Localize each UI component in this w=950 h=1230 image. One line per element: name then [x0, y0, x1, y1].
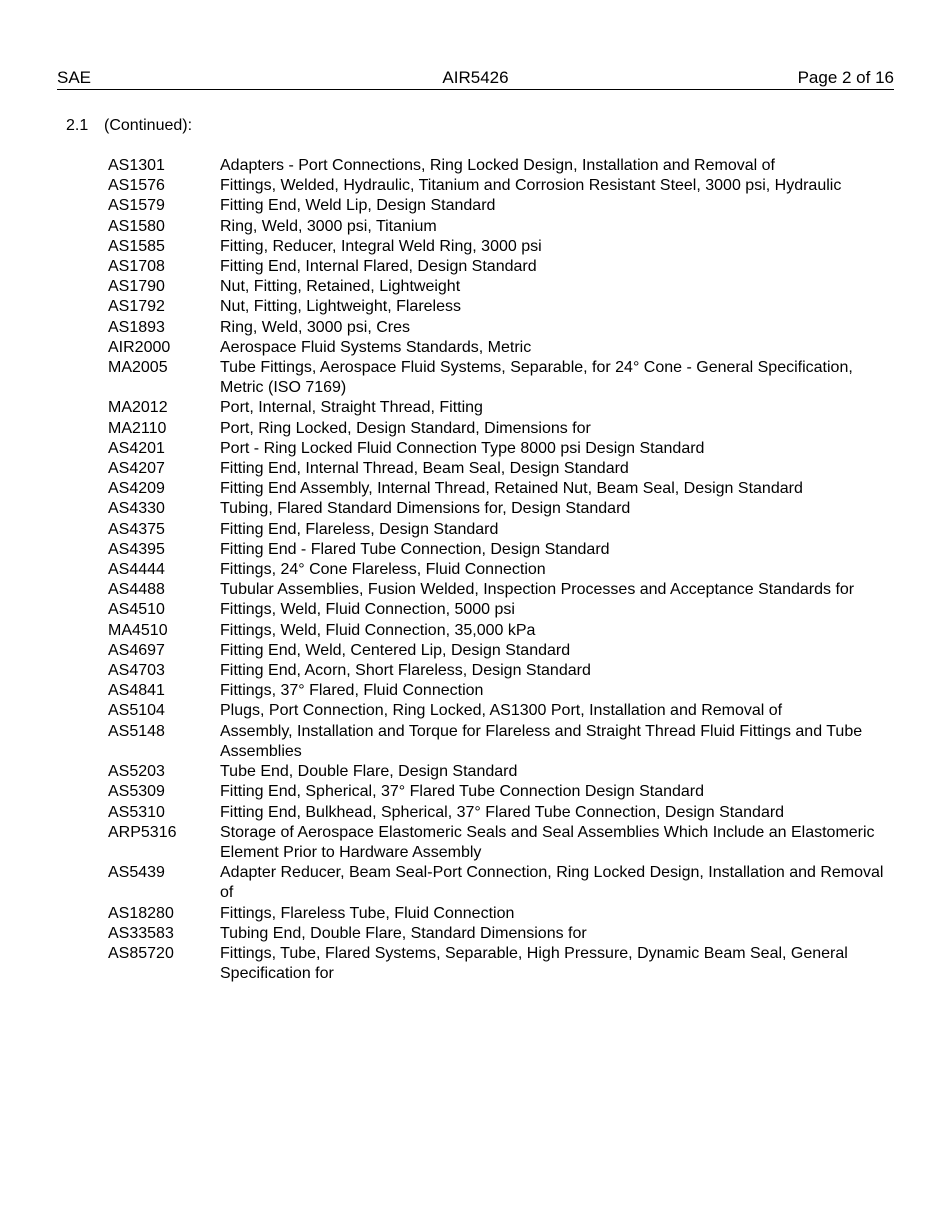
reference-item	[108, 924, 888, 944]
reference-item	[108, 600, 888, 620]
reference-code: AS1579	[108, 197, 165, 215]
reference-title: Ring, Weld, 3000 psi, Titanium	[220, 217, 437, 235]
reference-item	[108, 661, 888, 681]
reference-code: AIR2000	[108, 338, 171, 356]
reference-code: AS4201	[108, 439, 165, 457]
reference-code: MA2005	[108, 359, 168, 377]
reference-item	[108, 803, 888, 823]
reference-title: Fittings, Weld, Fluid Connection, 35,000 kPa	[220, 621, 536, 639]
reference-code: MA2012	[108, 399, 168, 417]
reference-title: Fittings, Welded, Hydraulic, Titanium and Corrosion Resistant Steel, 3000 psi, Hydraulic	[220, 177, 842, 195]
reference-item	[108, 297, 888, 317]
reference-title: Fitting End, Flareless, Design Standard	[220, 520, 499, 538]
reference-title: Aerospace Fluid Systems Standards, Metric	[220, 338, 532, 356]
reference-item	[108, 762, 888, 782]
header-page-number: Page 2 of 16	[797, 68, 894, 87]
reference-title: Fittings, 37° Flared, Fluid Connection	[220, 682, 484, 700]
reference-title: Port, Ring Locked, Design Standard, Dimensions for	[220, 419, 591, 437]
reference-item	[108, 904, 888, 924]
reference-item	[108, 580, 888, 600]
reference-title: Tubular Assemblies, Fusion Welded, Inspection Processes and Acceptance Standards for	[220, 581, 855, 599]
header-document-number: AIR5426	[442, 68, 509, 87]
reference-item	[108, 944, 888, 984]
reference-code: AS85720	[108, 944, 174, 962]
reference-item	[108, 237, 888, 257]
reference-item	[108, 520, 888, 540]
reference-code: AS1792	[108, 298, 165, 316]
reference-item	[108, 641, 888, 661]
reference-code: AS4510	[108, 601, 165, 619]
reference-title: Nut, Fitting, Lightweight, Flareless	[220, 298, 461, 316]
reference-title: Adapters - Port Connections, Ring Locked Design, Installation and Removal of	[220, 157, 775, 174]
reference-code: AS5310	[108, 803, 165, 821]
reference-title: Storage of Aerospace Elastomeric Seals and Seal Assemblies Which Include an Elastomeric Element Prior to Hardware Assembly	[220, 823, 875, 861]
reference-item	[108, 621, 888, 641]
reference-title: Ring, Weld, 3000 psi, Cres	[220, 318, 411, 336]
reference-code: AS5203	[108, 763, 165, 781]
reference-code: AS4375	[108, 520, 165, 538]
reference-item	[108, 156, 888, 176]
reference-code: AS4395	[108, 540, 165, 558]
reference-item	[108, 358, 888, 398]
reference-code: AS1708	[108, 258, 165, 276]
reference-title: Fitting End, Internal Flared, Design Standard	[220, 258, 537, 276]
reference-code: AS1893	[108, 318, 165, 336]
reference-title: Fittings, Flareless Tube, Fluid Connection	[220, 904, 515, 922]
reference-item	[108, 459, 888, 479]
reference-title: Fitting End, Acorn, Short Flareless, Design Standard	[220, 662, 591, 680]
reference-code: AS4209	[108, 480, 165, 498]
reference-code: AS5148	[108, 722, 165, 740]
reference-item	[108, 419, 888, 439]
reference-title: Assembly, Installation and Torque for Flareless and Straight Thread Fluid Fittings and Tube Assemblies	[220, 722, 863, 760]
reference-item	[108, 439, 888, 459]
reference-item	[108, 479, 888, 499]
reference-code: AS4444	[108, 561, 165, 579]
reference-item	[108, 338, 888, 358]
reference-title: Port - Ring Locked Fluid Connection Type 8000 psi Design Standard	[220, 439, 705, 457]
reference-title: Fitting End, Internal Thread, Beam Seal, Design Standard	[220, 460, 629, 478]
reference-list	[108, 156, 888, 984]
section-number: 2.1	[66, 117, 89, 134]
header-organization: SAE	[57, 68, 92, 87]
reference-title: Tube End, Double Flare, Design Standard	[220, 763, 518, 781]
reference-item	[108, 398, 888, 418]
reference-title: Fitting End Assembly, Internal Thread, Retained Nut, Beam Seal, Design Standard	[220, 480, 803, 498]
reference-item	[108, 196, 888, 216]
reference-item	[108, 560, 888, 580]
reference-code: AS1576	[108, 177, 165, 195]
reference-title: Plugs, Port Connection, Ring Locked, AS1300 Port, Installation and Removal of	[220, 702, 783, 720]
reference-code: AS5439	[108, 864, 165, 882]
reference-code: AS5104	[108, 702, 165, 720]
reference-title: Port, Internal, Straight Thread, Fitting	[220, 399, 483, 417]
reference-code: AS4330	[108, 500, 165, 518]
reference-title: Tubing End, Double Flare, Standard Dimensions for	[220, 924, 587, 942]
reference-item	[108, 499, 888, 519]
reference-item	[108, 823, 888, 863]
reference-item	[108, 176, 888, 196]
reference-code: AS33583	[108, 924, 174, 942]
reference-code: ARP5316	[108, 823, 177, 841]
reference-title: Fitting End, Weld Lip, Design Standard	[220, 197, 496, 215]
reference-code: AS4488	[108, 581, 165, 599]
page-header	[57, 67, 894, 90]
reference-code: AS18280	[108, 904, 174, 922]
reference-code: MA2110	[108, 419, 167, 437]
reference-code: AS1585	[108, 237, 165, 255]
reference-title: Tubing, Flared Standard Dimensions for, Design Standard	[220, 500, 631, 518]
reference-code: AS1790	[108, 278, 165, 296]
reference-title: Fitting, Reducer, Integral Weld Ring, 3000 psi	[220, 237, 542, 255]
reference-code: AS1580	[108, 217, 165, 235]
reference-code: AS1301	[108, 157, 165, 174]
reference-item	[108, 782, 888, 802]
reference-title: Fitting End, Bulkhead, Spherical, 37° Flared Tube Connection, Design Standard	[220, 803, 785, 821]
reference-item	[108, 722, 888, 762]
section-label: (Continued):	[104, 117, 193, 134]
reference-code: AS4841	[108, 682, 165, 700]
reference-item	[108, 277, 888, 297]
reference-item	[108, 540, 888, 560]
reference-item	[108, 701, 888, 721]
reference-title: Tube Fittings, Aerospace Fluid Systems, Separable, for 24° Cone - General Specification, Metric (ISO 7169)	[220, 359, 853, 397]
reference-title: Fittings, Weld, Fluid Connection, 5000 psi	[220, 601, 515, 619]
reference-title: Fitting End - Flared Tube Connection, Design Standard	[220, 540, 610, 558]
reference-code: AS4207	[108, 460, 165, 478]
reference-code: AS5309	[108, 783, 165, 801]
reference-item	[108, 318, 888, 338]
reference-item	[108, 863, 888, 903]
reference-title: Fittings, 24° Cone Flareless, Fluid Connection	[220, 561, 546, 579]
reference-code: MA4510	[108, 621, 168, 639]
reference-code: AS4703	[108, 662, 165, 680]
reference-title: Fitting End, Spherical, 37° Flared Tube Connection Design Standard	[220, 783, 705, 801]
reference-item	[108, 681, 888, 701]
section-heading	[66, 116, 192, 136]
reference-item	[108, 257, 888, 277]
reference-code: AS4697	[108, 641, 165, 659]
reference-title: Fitting End, Weld, Centered Lip, Design Standard	[220, 641, 571, 659]
reference-title: Adapter Reducer, Beam Seal-Port Connection, Ring Locked Design, Installation and Removal of	[220, 864, 884, 902]
reference-title: Nut, Fitting, Retained, Lightweight	[220, 278, 461, 296]
reference-title: Fittings, Tube, Flared Systems, Separable, High Pressure, Dynamic Beam Seal, General Specification for	[220, 944, 848, 983]
reference-item	[108, 217, 888, 237]
